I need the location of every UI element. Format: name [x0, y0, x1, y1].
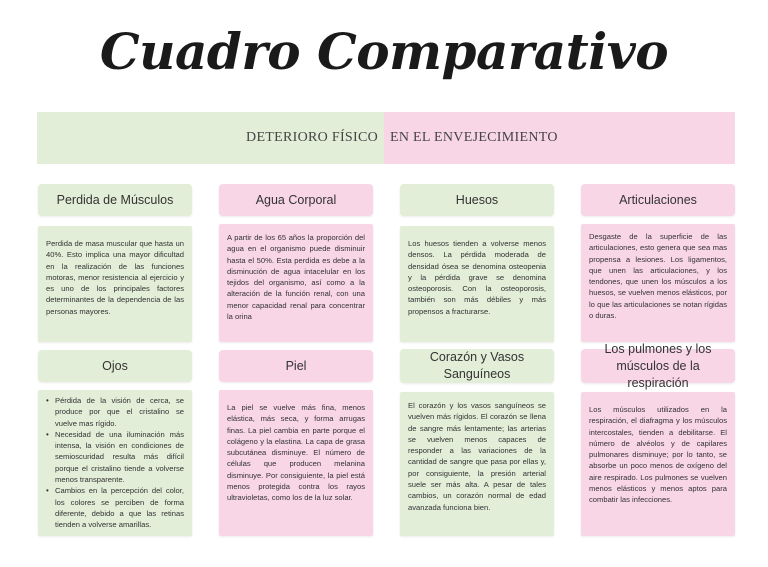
header-huesos: Huesos: [400, 184, 554, 216]
banner-right-text: EN EL ENVEJECIMIENTO: [390, 130, 558, 145]
header-perdida-musculos: Perdida de Músculos: [38, 184, 192, 216]
header-agua-corporal: Agua Corporal: [219, 184, 373, 216]
box-piel: La piel se vuelve más fina, menos elástica, más seca, y forma arrugas finas. La piel cambia en parte porque el colágeno y la elastina. La capa de grasa subcutánea disminuye. El número de células que producen melanina disminuye. Por consiguiente, la piel está menos protegida contra los rayos ultravioletas, como los de la luz solar.: [219, 390, 373, 536]
topic-banner: [37, 112, 735, 164]
banner-right: [384, 112, 735, 164]
header-pulmones: Los pulmones y los músculos de la respiración: [581, 349, 735, 383]
list-item: • Necesidad de una iluminación más intensa, la visión en condiciones de semioscuridad resulta más difícil porque el cristalino tiende a volverse menos transparente.: [46, 429, 184, 485]
header-corazon-vasos: Corazón y Vasos Sanguíneos: [400, 349, 554, 383]
header-articulaciones: Articulaciones: [581, 184, 735, 216]
list-item: • Cambios en la percepción del color, los colores se perciben de forma diferente, debido a que las retinas tienden a volverse amarillas.: [46, 485, 184, 530]
list-item: • Pérdida de la visión de cerca, se produce por que el cristalino se vuelve mas rígido.: [46, 395, 184, 429]
box-corazon-vasos: El corazón y los vasos sanguíneos se vuelven más rígidos. El corazón se llena de sangre más lentamente; las arterias se vuelven menos capaces de responder a las variaciones de la cantidad de sangre que pasa por ellas y, por consiguiente, la presión arterial suele ser más alta. A pesar de tales cambios, un corazón normal de edad avanzada funciona bien.: [400, 392, 554, 536]
box-huesos: Los huesos tienden a volverse menos densos. La pérdida moderada de densidad ósea se denomina osteopenia y la pérdida grave se denomina osteoporosis. Con la osteoporosis, también son más débiles y más propensos a fracturarse.: [400, 226, 554, 342]
box-pulmones: Los músculos utilizados en la respiración, el diafragma y los músculos intercostales, tienden a debilitarse. El número de alvéolos y de capilares pulmonares disminuye; por lo tanto, se absorbe un poco menos de oxígeno del aire respirado. Los pulmones se vuelven menos elásticos y menos aptos para combatir las infecciones.: [581, 392, 735, 536]
box-perdida-musculos: Perdida de masa muscular que hasta un 40%. Esto implica una mayor dificultad en la realización de las funciones motoras, menor resistencia al ejercicio y es uno de los principales factores determinantes de la dependencia de las personas mayores.: [38, 226, 192, 342]
box-agua-corporal: A partir de los 65 años la proporción del agua en el organismo puede disminuir hasta el 50%. Esta perdida es debe a la disminución de agua intacelular en los tejidos del organismo, así como a la alteración de la función renal, con una menor capacidad renal para concentrar la orina: [219, 224, 373, 342]
header-piel: Piel: [219, 350, 373, 382]
banner-left-text: DETERIORO FÍSICO: [246, 130, 378, 145]
page-title: Cuadro Comparativo: [99, 22, 669, 81]
ojos-list: [46, 395, 184, 531]
banner-left: [37, 112, 384, 164]
box-articulaciones: Desgaste de la superficie de las articulaciones, esto genera que sea mas propensa a lesiones. Los ligamentos, que unen las articulaciones, y los tendones, que unen los músculos a los huesos, se vuelven menos elásticos, por lo que las articulaciones se notan rígidas o duras.: [581, 224, 735, 342]
header-ojos: Ojos: [38, 350, 192, 382]
box-ojos: [38, 390, 192, 536]
